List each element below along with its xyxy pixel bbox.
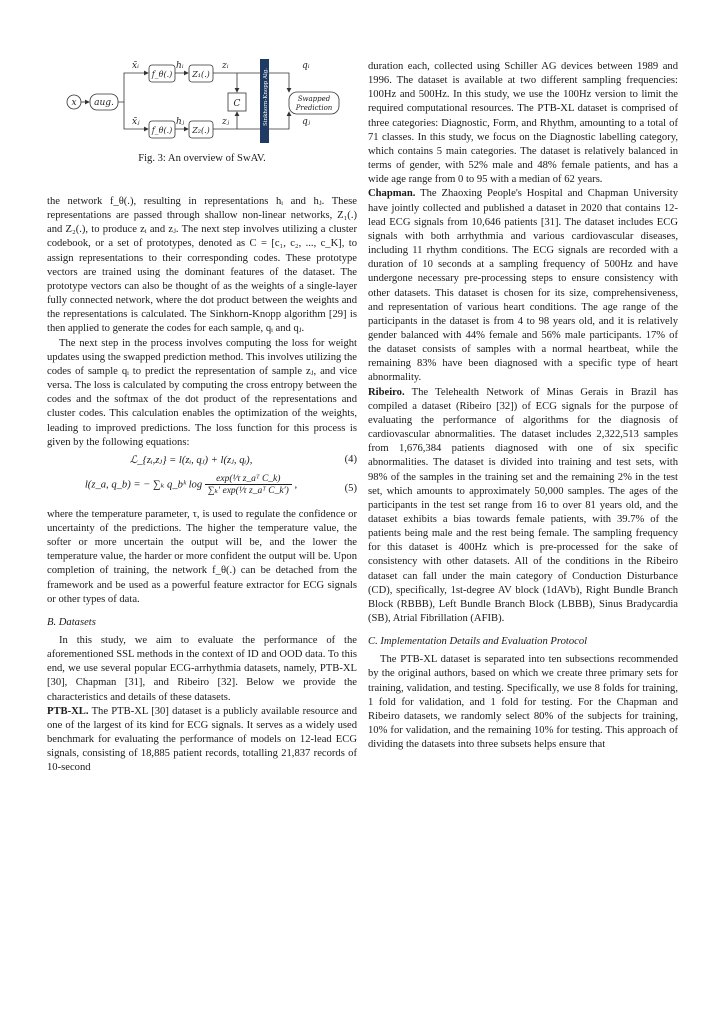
hi-label: hᵢ <box>176 61 184 71</box>
zj-label: zⱼ <box>222 117 230 127</box>
projector-top-label: Z₁(.) <box>192 70 210 79</box>
equation-5-end: , <box>294 479 298 491</box>
ptbxl-text: The PTB-XL [30] dataset is a publicly available resource and one of the largest of its kind for ECG signals. It serves as a widely used benchmark for evaluating the performance of models on 12-lead ECG signals, consisting of 18,885 patient records, totalling 21,837 records of 10-second <box>47 705 357 774</box>
qj-label: qⱼ <box>302 117 311 127</box>
section-b-heading: B. Datasets <box>47 616 96 628</box>
xj-label: x̃ⱼ <box>132 117 140 127</box>
left-paragraph-2: The next step in the process involves computing the loss for weight updates using the swapped prediction method. This involves utilizing the codes of sample qᵢ to predict the representation of sample zⱼ, and vice versa. The loss is calculated by computing the cross entropy between the codes and the softmax of the dot product of the representations and cluster codes. This calculation enables the optimization of the weights, leading to improved predictions. The loss function for this process is given by the following equations: <box>47 337 357 448</box>
swav-diagram <box>62 56 362 146</box>
equation-5-denominator: ∑ₖ′ exp(¹⁄τ z_aᵀ C_k′) <box>207 485 289 496</box>
right-paragraph-1: duration each, collected using Schiller AG devices between 1989 and 1996. The dataset is available at two different sampling frequencies: 100Hz and 500Hz. In this study, we use the 100Hz version to limit the required computational resources. The PTB-XL dataset is comprised of three categories: Diagnostic, Form, and Rhythm, amounting to a total of 71 classes. In this study, we focus on the Diagnostic labelling category, which contains 5 main categories. The dataset is relatively balanced in terms of gender, with 52% male and 48% female patients, and has a wide age range from 0 to 95 with a median of 62 years. <box>368 61 678 186</box>
right-column <box>368 60 678 752</box>
codebook-label: C <box>233 99 241 109</box>
ptbxl-lead: PTB-XL. <box>47 705 89 717</box>
left-paragraph-3: where the temperature parameter, τ, is used to regulate the confidence or uncertainty of the predictions. The higher the temperature value, the softer or more uncertain the output will be, and the lower the temperature value, the harder or more confident the output will be. Upon completion of training, the network f_θ(.) can be detached from the framework and be used as a powerful feature extractor for ECG signals or other types of data. <box>47 508 357 605</box>
equation-5 <box>47 472 357 508</box>
aug-label: aug. <box>94 98 114 108</box>
xi-label: x̃ᵢ <box>132 61 139 71</box>
qi-label: qᵢ <box>302 61 310 71</box>
zi-label: zᵢ <box>222 61 229 71</box>
equation-4 <box>47 450 357 472</box>
ptbxl-paragraph <box>47 705 357 776</box>
chapman-paragraph <box>368 187 678 385</box>
chapman-text: The Zhaoxing People's Hospital and Chapman University have jointly collected and published a dataset in 2020 that contains 12-lead ECG signals from 10,646 patients [31]. The dataset includes ECG signals with both arrhythmia and various cardiovascular diseases, including 11 rhythm conditions. The ECG signals are recorded with a duration of 10 seconds at a sampling frequency of 500Hz and have undergone necessary pre-processing steps to ensure consistency with other datasets. This dataset is chosen for its size, comprehensiveness, and representation of various heart conditions. The age range of the participants in the dataset is from 4 to 98 years old, and it is relatively gender balanced with 44% female and 56% male participants. 17% of the dataset consists of samples with a normal heartbeat, while the remaining 83% have been diagnosed with a specific type of heart abnormality. <box>368 188 678 384</box>
equation-5-lhs: l(z_a, q_b) = − ∑ₖ q_bᵏ log <box>84 479 203 491</box>
chapman-lead: Chapman. <box>368 188 416 200</box>
equation-5-number: (5) <box>344 482 357 494</box>
encoder-top-label: f_θ(.) <box>151 70 173 79</box>
swapped-label-1: Swapped <box>297 95 331 103</box>
left-paragraph-4: In this study, we aim to evaluate the performance of the aforementioned SSL methods in the context of ID and OOD data. To this end, we use several popular ECG-arrhythmia datasets, namely, PTB-XL [30], Chapman [31], and Ribeiro [32]. Below we provide the characteristics and details of these datasets. <box>47 634 357 703</box>
ribeiro-lead: Ribeiro. <box>368 386 405 398</box>
left-column <box>47 195 357 775</box>
hj-label: hⱼ <box>176 117 185 127</box>
encoder-bottom-label: f_θ(.) <box>151 126 173 135</box>
ribeiro-paragraph <box>368 386 678 627</box>
projector-bottom-label: Z₂(.) <box>192 126 210 135</box>
equation-5-fraction <box>205 474 292 496</box>
equation-4-number: (4) <box>344 453 357 465</box>
input-label: x <box>71 98 77 108</box>
sinkhorn-label: Sinkhorn-Knopp Alg. <box>263 67 269 126</box>
section-c-heading: C. Implementation Details and Evaluation Protocol <box>368 636 588 648</box>
figure-caption: Fig. 3: An overview of SwAV. <box>138 153 266 164</box>
swapped-label-2: Prediction <box>295 104 333 112</box>
ribeiro-text: The Telehealth Network of Minas Gerais in Brazil has compiled a dataset (Ribeiro [32]) of ECG signals for the purpose of evaluating the performance of algorithms for the diagnosis of cardiovascular abnormalities. The dataset includes 2,322,513 samples from 1,676,384 patients diagnosed with one of six specific abnormalities. The dataset is divided into training and test sets, with 98% of the samples in the training set and the remaining 2% in the test set, which amounts to approximately 50,000 samples. The ages of the participants in the test set range from 16 to over 81 years old, and the dataset exhibits a bias towards female patients, with 39.7% of the patients being male and the rest being female. The sampling frequency for this dataset is 400Hz which is pre-processed for the sake of consistency with other datasets. All of the conditions in the Ribeiro dataset can fall under the main category of Conduction Disturbance (CD), specifically, 1st-degree AV block (1dAVb), Right Bundle Branch Block (RBBB), Left Bundle Branch Block (LBBB), Sinus Bradycardia (SB), Atrial Fibrillation (AFIB). <box>368 386 678 625</box>
equation-4-body: ℒ_{zᵢ,zⱼ} = l(zᵢ, qⱼ) + l(zⱼ, qᵢ), <box>129 454 253 466</box>
left-paragraph-1: the network f_θ(.), resulting in representations hᵢ and hⱼ. These representations are passed through shallow non-linear networks, Z₁(.) and Z₂(.), to produce zᵢ and zⱼ. The next step involves utilizing a cluster codebook, or a set of prototypes, denoted as C = [c₁, c₂, ..., c_K], to assign representations to their corresponding codes. These prototype vectors are trained using the dominant features of the dataset. The prototype vectors can also be thought of as the weights of a single-layer fully connected network, where the dot product between the weights and the representations is calculated. The Sinkhorn-Knopp algorithm [29] is then applied to generate the codes for each sample, qᵢ and qⱼ. <box>47 196 357 335</box>
equation-5-numerator: exp(¹⁄τ z_aᵀ C_k) <box>205 474 292 485</box>
right-paragraph-c: The PTB-XL dataset is separated into ten subsections recommended by the original authors, based on which we create three primary sets for training, validation, and testing. Specifically, we use 8 folds for training, 1 fold for validation, and 1 fold for testing. For the Chapman and Ribeiro datasets, we randomly select 80% of the subjects for training, 10% for validation, and the remaining 10% for testing. This approach of dividing the datasets into three subsets helps ensure that <box>368 654 678 751</box>
